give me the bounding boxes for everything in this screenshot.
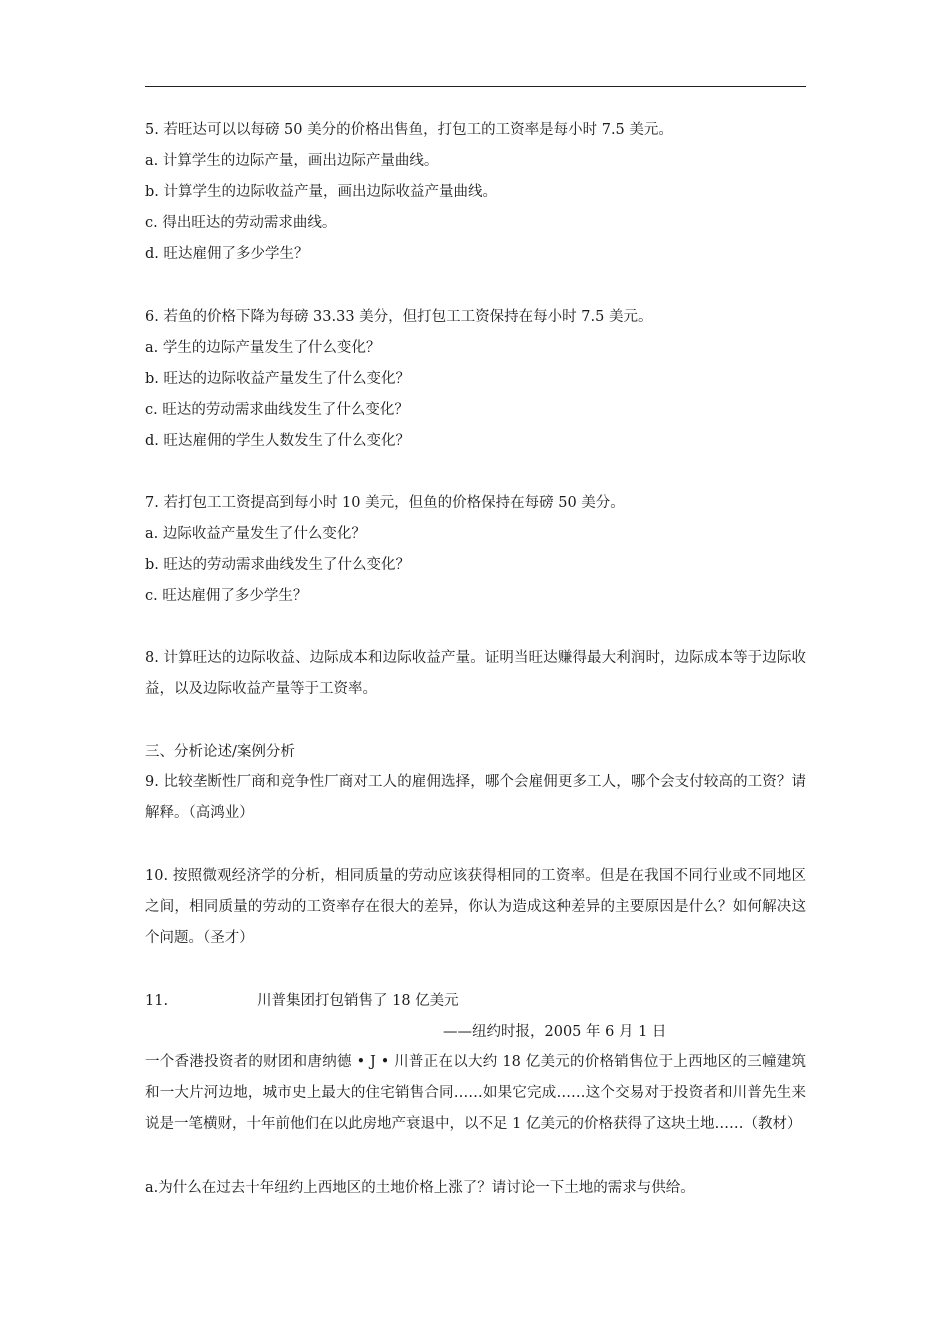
q6-c: c. 旺达的劳动需求曲线发生了什么变化？ (145, 402, 409, 418)
q5-d: d. 旺达雇佣了多少学生？ (145, 246, 309, 262)
q5-stem: 5. 若旺达可以以每磅 50 美分的价格出售鱼，打包工的工资率是每小时 7.5 美元。 (145, 122, 673, 138)
q7-c: c. 旺达雇佣了多少学生？ (145, 588, 308, 604)
q11-body: 一个香港投资者的财团和唐纳德 • J • 川普正在以大约 18 亿美元的价格销售位于上西地区的三幢建筑和一大片河边地，城市史上最大的住宅销售合同……如果它完成……这个交易对于投资者和川普先生来说是一笔横财，十年前他们在以此房地产衰退中，以不足 1 亿美元的价格获得了这块土地……（教材） (145, 1054, 806, 1132)
q5-a: a. 计算学生的边际产量，画出边际产量曲线。 (145, 153, 439, 169)
q8-text: 8. 计算旺达的边际收益、边际成本和边际收益产量。证明当旺达赚得最大利润时，边际成本等于边际收益，以及边际收益产量等于工资率。 (145, 650, 806, 697)
q10-text: 10. 按照微观经济学的分析，相同质量的劳动应该获得相同的工资率。但是在我国不同行业或不同地区之间，相同质量的劳动的工资率存在很大的差异，你认为造成这种差异的主要原因是什么？如何解决这个问题。（圣才） (145, 868, 806, 946)
q6-d: d. 旺达雇佣的学生人数发生了什么变化？ (145, 433, 410, 449)
q11-number: 11. (145, 993, 169, 1009)
q6-b: b. 旺达的边际收益产量发生了什么变化？ (145, 371, 410, 387)
q5-b: b. 计算学生的边际收益产量，画出边际收益产量曲线。 (145, 184, 497, 200)
section-heading: 三、分析论述/案例分析 (145, 744, 295, 760)
header-rule (145, 86, 806, 87)
q5-c: c. 得出旺达的劳动需求曲线。 (145, 215, 337, 231)
q7-stem: 7. 若打包工工资提高到每小时 10 美元，但鱼的价格保持在每磅 50 美分。 (145, 495, 625, 511)
q7-a: a. 边际收益产量发生了什么变化？ (145, 526, 366, 542)
q11-source: ——纽约时报，2005 年 6 月 1 日 (443, 1024, 667, 1040)
q7-b: b. 旺达的劳动需求曲线发生了什么变化？ (145, 557, 410, 573)
q9-text: 9. 比较垄断性厂商和竞争性厂商对工人的雇佣选择，哪个会雇佣更多工人，哪个会支付较高的工资？请解释。（高鸿业） (145, 774, 806, 821)
q6-a: a. 学生的边际产量发生了什么变化？ (145, 340, 381, 356)
q11-title: 川普集团打包销售了 18 亿美元 (257, 993, 459, 1009)
q11-a: a.为什么在过去十年纽约上西地区的土地价格上涨了？请讨论一下土地的需求与供给。 (145, 1180, 695, 1196)
q6-stem: 6. 若鱼的价格下降为每磅 33.33 美分，但打包工工资保持在每小时 7.5 美元。 (145, 309, 653, 325)
